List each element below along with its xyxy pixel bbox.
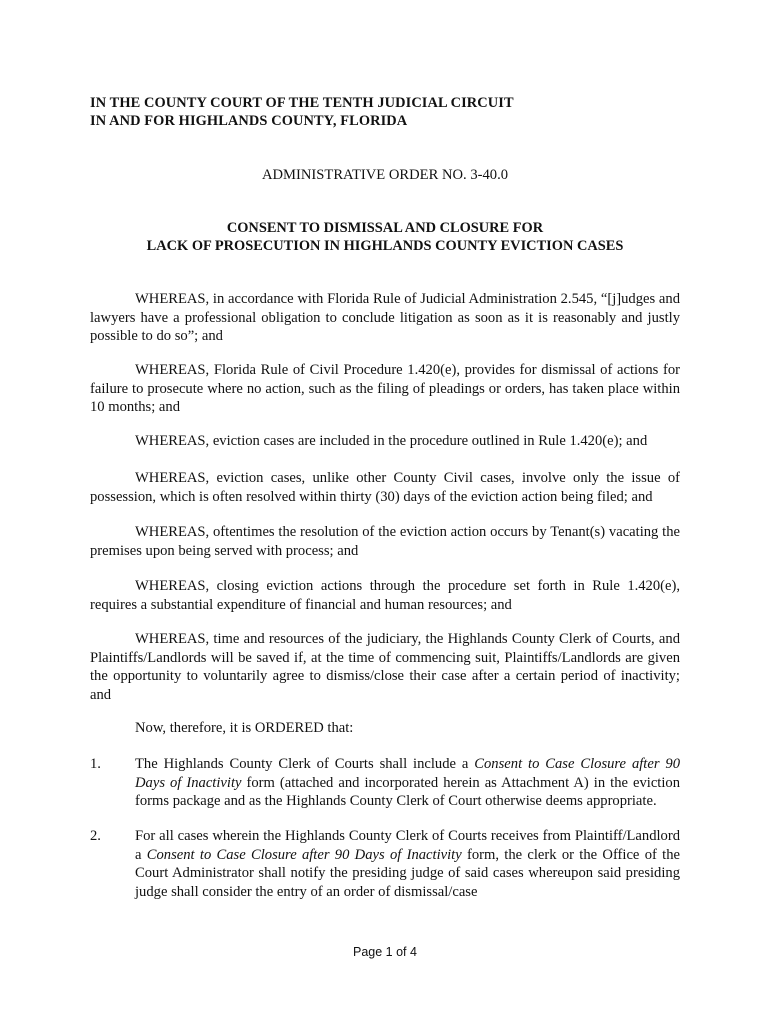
form-title-italic: Consent to Case Closure after 90 Days of Inactivity [146, 846, 462, 863]
whereas-paragraph-3: WHEREAS, eviction cases are included in the procedure outlined in Rule 1.420(e); and [135, 433, 648, 449]
whereas-paragraph-2: WHEREAS, Florida Rule of Civil Procedure 1.420(e), provides for dismissal of actions for failure to prosecute where no action, such as the filing of pleadings or orders, has taken place within 10 months; and [90, 362, 680, 415]
form-title-italic: Consent to Case Closure after 90 Days of Inactivity [135, 756, 680, 791]
order-item-number: 2. [90, 828, 101, 844]
order-item-text: The Highlands County Clerk of Courts shall include a Consent to Case Closure after 90 Days of Inactivity form (attached and incorporated herein as Attachment A) in the eviction forms package and as the Highlands County Clerk of Court otherwise deems appropriate. [135, 756, 680, 809]
whereas-paragraph-6: WHEREAS, closing eviction actions through the procedure set forth in Rule 1.420(e), requires a substantial expenditure of financial and human resources; and [90, 578, 680, 613]
court-caption-line-1: IN THE COUNTY COURT OF THE TENTH JUDICIAL CIRCUIT [90, 95, 514, 111]
whereas-paragraph-1: WHEREAS, in accordance with Florida Rule of Judicial Administration 2.545, “[j]udges and lawyers have a professional obligation to conclude litigation as soon as it is reasonably and justly possible to do so”; and [90, 291, 680, 344]
order-title [0, 219, 770, 255]
page-number-footer: Page 1 of 4 [353, 945, 417, 959]
order-title-line-2: LACK OF PROSECUTION IN HIGHLANDS COUNTY EVICTION CASES [146, 238, 624, 254]
order-item-text: For all cases wherein the Highlands County Clerk of Courts receives from Plaintiff/Landlord a Consent to Case Closure after 90 Days of Inactivity form, the clerk or the Office of the Court Administrator shall notify the presiding judge of said cases whereupon said presiding judge shall consider the entry of an order of dismissal/case [135, 828, 680, 900]
order-item-number: 1. [90, 756, 101, 772]
whereas-paragraph-7: WHEREAS, time and resources of the judiciary, the Highlands County Clerk of Courts, and Plaintiffs/Landlords will be saved if, at the time of commencing suit, Plaintiffs/Landlords are given the opportunity to voluntarily agree to dismiss/close their case after a certain period of inactivity; and [90, 631, 680, 703]
whereas-paragraph-4: WHEREAS, eviction cases, unlike other County Civil cases, involve only the issue of possession, which is often resolved within thirty (30) days of the eviction action being filed; and [90, 470, 680, 505]
court-caption [90, 94, 514, 130]
order-title-line-1: CONSENT TO DISMISSAL AND CLOSURE FOR [226, 220, 544, 236]
order-number: ADMINISTRATIVE ORDER NO. 3-40.0 [261, 167, 509, 183]
whereas-paragraph-5: WHEREAS, oftentimes the resolution of the eviction action occurs by Tenant(s) vacating the premises upon being served with process; and [90, 524, 680, 559]
ordered-intro: Now, therefore, it is ORDERED that: [135, 720, 354, 736]
court-caption-line-2: IN AND FOR HIGHLANDS COUNTY, FLORIDA [90, 113, 408, 129]
